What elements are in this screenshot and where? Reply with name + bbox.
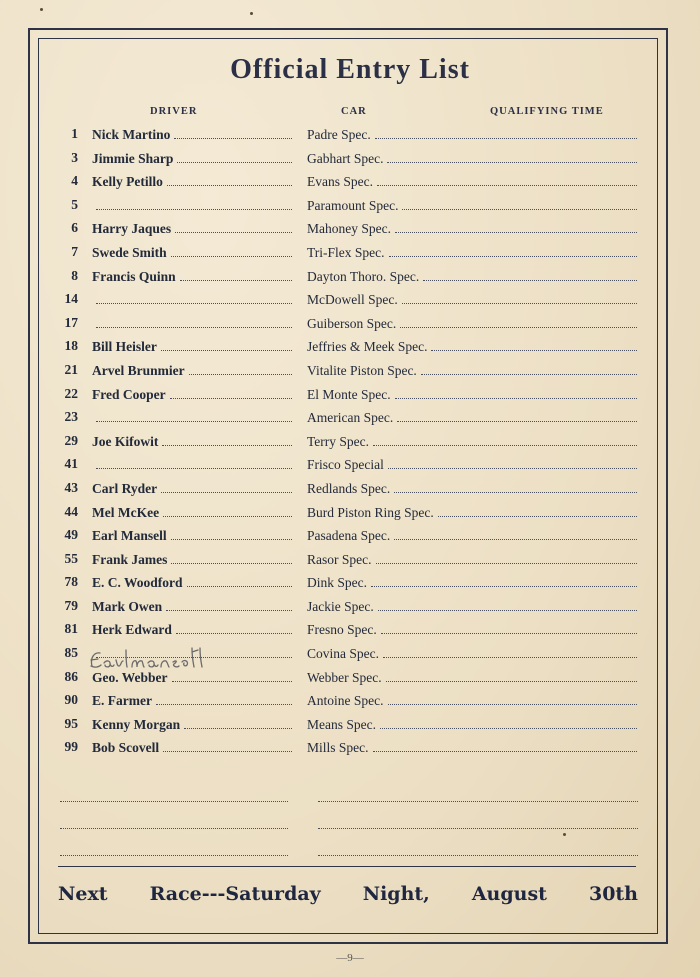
car-cell	[307, 480, 637, 497]
driver-cell	[92, 598, 292, 615]
car-number: 3	[71, 149, 78, 165]
car-name: Burd Piston Ring Spec.	[307, 504, 434, 520]
leader-dots	[371, 574, 637, 587]
driver-name: Kelly Petillo	[92, 174, 163, 190]
entry-row	[0, 690, 700, 714]
entry-row	[0, 596, 700, 620]
page-number: —9—	[336, 952, 364, 964]
blank-car-line	[318, 828, 638, 829]
driver-cell	[92, 291, 292, 304]
car-cell	[307, 150, 637, 167]
car-number: 8	[71, 267, 78, 283]
leader-dots	[375, 126, 637, 139]
leader-dots	[373, 433, 637, 446]
car-name: McDowell Spec.	[307, 292, 398, 308]
leader-dots	[381, 621, 637, 634]
entry-row	[0, 431, 700, 455]
car-cell	[307, 362, 637, 379]
entry-row	[0, 525, 700, 549]
car-number: 17	[64, 314, 78, 330]
car-number: 79	[64, 597, 78, 613]
car-number: 29	[64, 432, 78, 448]
column-header-car: CAR	[341, 106, 367, 117]
car-number: 1	[71, 126, 78, 141]
leader-dots	[431, 338, 637, 351]
leader-dots	[378, 598, 637, 611]
driver-cell	[92, 574, 292, 591]
leader-dots	[402, 197, 637, 210]
driver-cell	[92, 504, 292, 521]
car-name: Redlands Spec.	[307, 480, 391, 496]
driver-name: Harry Jaques	[92, 221, 172, 237]
car-name: American Spec.	[307, 410, 394, 426]
car-cell	[307, 739, 637, 756]
car-number: 18	[64, 338, 78, 354]
leader-dots	[438, 504, 637, 517]
entry-row	[0, 336, 700, 360]
blank-driver-line	[60, 855, 288, 856]
paper-speck	[40, 8, 43, 11]
car-name: Means Spec.	[307, 716, 376, 732]
car-cell	[307, 574, 637, 591]
car-name: Dink Spec.	[307, 575, 367, 591]
car-number: 55	[64, 550, 78, 566]
driver-cell	[92, 220, 292, 237]
car-name: Webber Spec.	[307, 669, 382, 685]
driver-name: Arvel Brunmier	[92, 362, 185, 378]
car-number: 81	[64, 621, 78, 637]
leader-dots	[161, 480, 292, 493]
driver-cell	[92, 268, 292, 285]
leader-dots	[397, 409, 637, 422]
paper-speck	[563, 833, 566, 836]
leader-dots	[387, 150, 637, 163]
entry-row	[0, 714, 700, 738]
footer-word: 30th	[588, 883, 638, 905]
driver-name: Bill Heisler	[92, 339, 157, 355]
leader-dots	[166, 598, 292, 611]
car-cell	[307, 692, 637, 709]
entry-row	[0, 407, 700, 431]
car-name: Frisco Special	[307, 457, 384, 473]
leader-dots	[380, 716, 637, 729]
car-number: 6	[71, 220, 78, 236]
driver-cell	[92, 409, 292, 422]
driver-cell	[92, 197, 292, 210]
car-cell	[307, 716, 637, 733]
car-cell	[307, 669, 637, 686]
driver-name: Carl Ryder	[92, 480, 158, 496]
entry-row	[0, 124, 700, 148]
leader-dots	[400, 315, 637, 328]
driver-name: Fred Cooper	[92, 386, 166, 402]
car-number: 90	[64, 692, 78, 708]
car-name: Padre Spec.	[307, 127, 371, 142]
car-name: Mahoney Spec.	[307, 221, 391, 237]
footer-divider	[58, 866, 636, 867]
driver-cell	[92, 739, 292, 756]
driver-name: Herk Edward	[92, 622, 172, 638]
entry-row	[0, 384, 700, 408]
page-title: Official Entry List	[230, 54, 470, 85]
entry-row	[0, 572, 700, 596]
driver-name: E. C. Woodford	[92, 575, 183, 591]
car-number: 7	[71, 243, 78, 259]
car-number: 22	[64, 385, 78, 401]
leader-dots	[383, 645, 637, 658]
car-cell	[307, 645, 637, 662]
leader-dots	[156, 692, 292, 705]
driver-cell	[92, 173, 292, 190]
driver-cell	[92, 692, 292, 709]
leader-dots	[162, 433, 292, 446]
car-cell	[307, 621, 637, 638]
car-cell	[307, 551, 637, 568]
leader-dots	[171, 527, 292, 540]
entry-row	[0, 195, 700, 219]
blank-driver-line	[60, 801, 288, 802]
driver-name: Kenny Morgan	[92, 716, 181, 732]
driver-name: Earl Mansell	[92, 528, 167, 544]
leader-dots	[163, 504, 292, 517]
car-name: Vitalite Piston Spec.	[307, 362, 417, 378]
car-cell	[307, 126, 637, 143]
car-cell	[307, 197, 637, 214]
car-name: Terry Spec.	[307, 433, 370, 449]
driver-cell	[92, 621, 292, 638]
car-number: 4	[71, 173, 78, 189]
leader-dots	[373, 739, 637, 752]
leader-dots	[96, 197, 292, 210]
leader-dots	[377, 173, 637, 186]
leader-dots	[187, 574, 292, 587]
leader-dots	[389, 244, 637, 257]
car-name: Fresno Spec.	[307, 622, 377, 638]
column-header-driver: DRIVER	[150, 106, 198, 117]
entry-row	[0, 619, 700, 643]
car-name: Tri-Flex Spec.	[307, 244, 385, 260]
leader-dots	[376, 551, 638, 564]
entry-row	[0, 502, 700, 526]
car-cell	[307, 338, 637, 355]
leader-dots	[402, 291, 637, 304]
driver-name: Swede Smith	[92, 244, 167, 260]
car-cell	[307, 244, 637, 261]
car-name: El Monte Spec.	[307, 386, 391, 402]
entry-row	[0, 218, 700, 242]
driver-cell	[92, 150, 292, 167]
leader-dots	[171, 244, 292, 257]
blank-driver-line	[60, 828, 288, 829]
leader-dots	[96, 291, 292, 304]
leader-dots	[184, 716, 292, 729]
car-cell	[307, 433, 637, 450]
car-cell	[307, 220, 637, 237]
leader-dots	[180, 268, 292, 281]
entry-row	[0, 289, 700, 313]
leader-dots	[423, 268, 637, 281]
blank-car-line	[318, 801, 638, 802]
next-race-banner	[58, 883, 638, 911]
driver-name: Mark Owen	[92, 598, 163, 614]
leader-dots	[167, 173, 292, 186]
column-header-qualifying-time: QUALIFYING TIME	[490, 106, 604, 117]
car-name: Jeffries & Meek Spec.	[307, 339, 428, 355]
car-cell	[307, 315, 637, 332]
car-number: 78	[64, 574, 78, 590]
driver-cell	[92, 386, 292, 403]
leader-dots	[394, 527, 637, 540]
footer-word: Next	[58, 883, 108, 905]
car-number: 86	[64, 668, 78, 684]
driver-name: Francis Quinn	[92, 268, 176, 284]
car-number: 99	[64, 739, 78, 755]
leader-dots	[394, 480, 637, 493]
car-name: Rasor Spec.	[307, 551, 372, 567]
driver-cell	[92, 456, 292, 469]
driver-cell	[92, 480, 292, 497]
car-name: Covina Spec.	[307, 646, 379, 662]
driver-cell	[92, 362, 292, 379]
leader-dots	[388, 456, 637, 469]
car-number: 43	[64, 479, 78, 495]
car-name: Evans Spec.	[307, 174, 373, 190]
footer-word: Night,	[362, 883, 430, 905]
driver-name: E. Farmer	[92, 693, 152, 709]
car-name: Jackie Spec.	[307, 598, 374, 614]
leader-dots	[96, 456, 292, 469]
car-name: Paramount Spec.	[307, 197, 399, 213]
car-number: 21	[64, 361, 78, 377]
driver-cell	[92, 315, 292, 328]
footer-word: Race---Saturday	[149, 883, 321, 905]
driver-cell	[92, 126, 292, 143]
car-cell	[307, 173, 637, 190]
car-cell	[307, 456, 637, 473]
car-cell	[307, 386, 637, 403]
paper-speck	[250, 12, 253, 15]
entry-row	[0, 266, 700, 290]
driver-name: Nick Martino	[92, 127, 171, 142]
leader-dots	[163, 739, 292, 752]
driver-name: Jimmie Sharp	[92, 150, 174, 166]
car-name: Mills Spec.	[307, 740, 369, 756]
driver-name: Frank James	[92, 551, 168, 567]
leader-dots	[388, 692, 638, 705]
leader-dots	[96, 315, 292, 328]
car-number: 23	[64, 409, 78, 425]
entry-row	[0, 478, 700, 502]
entry-row	[0, 454, 700, 478]
leader-dots	[395, 220, 637, 233]
entry-row	[0, 148, 700, 172]
car-name: Antoine Spec.	[307, 693, 384, 709]
leader-dots	[96, 409, 292, 422]
driver-cell	[92, 338, 292, 355]
leader-dots	[386, 669, 637, 682]
car-number: 49	[64, 527, 78, 543]
car-name: Guiberson Spec.	[307, 315, 397, 331]
car-cell	[307, 268, 637, 285]
car-cell	[307, 598, 637, 615]
car-cell	[307, 504, 637, 521]
leader-dots	[174, 126, 292, 139]
leader-dots	[171, 551, 292, 564]
car-number: 44	[64, 503, 78, 519]
car-number: 41	[64, 456, 78, 472]
car-number: 5	[71, 196, 78, 212]
car-name: Gabhart Spec.	[307, 150, 384, 166]
car-number: 85	[64, 645, 78, 661]
car-cell	[307, 291, 637, 308]
entry-row	[0, 313, 700, 337]
leader-dots	[395, 386, 637, 399]
driver-name: Geo. Webber	[92, 669, 168, 685]
footer-word: August	[471, 883, 547, 905]
leader-dots	[421, 362, 637, 375]
handwritten-signature	[86, 644, 246, 678]
driver-cell	[92, 527, 292, 544]
car-number: 14	[64, 291, 78, 307]
leader-dots	[175, 220, 292, 233]
entry-row	[0, 242, 700, 266]
entry-row	[0, 549, 700, 573]
blank-car-line	[318, 855, 638, 856]
driver-name: Bob Scovell	[92, 740, 160, 756]
driver-cell	[92, 244, 292, 261]
leader-dots	[161, 338, 292, 351]
entry-row	[0, 171, 700, 195]
car-number: 95	[64, 715, 78, 731]
driver-cell	[92, 716, 292, 733]
leader-dots	[189, 362, 292, 375]
driver-cell	[92, 551, 292, 568]
car-cell	[307, 527, 637, 544]
driver-cell	[92, 433, 292, 450]
entry-row	[0, 737, 700, 761]
leader-dots	[177, 150, 292, 163]
car-name: Pasadena Spec.	[307, 528, 391, 544]
car-cell	[307, 409, 637, 426]
leader-dots	[176, 621, 292, 634]
leader-dots	[170, 386, 292, 399]
driver-name: Joe Kifowit	[92, 433, 159, 449]
car-name: Dayton Thoro. Spec.	[307, 268, 420, 284]
driver-name: Mel McKee	[92, 504, 160, 520]
entry-row	[0, 360, 700, 384]
